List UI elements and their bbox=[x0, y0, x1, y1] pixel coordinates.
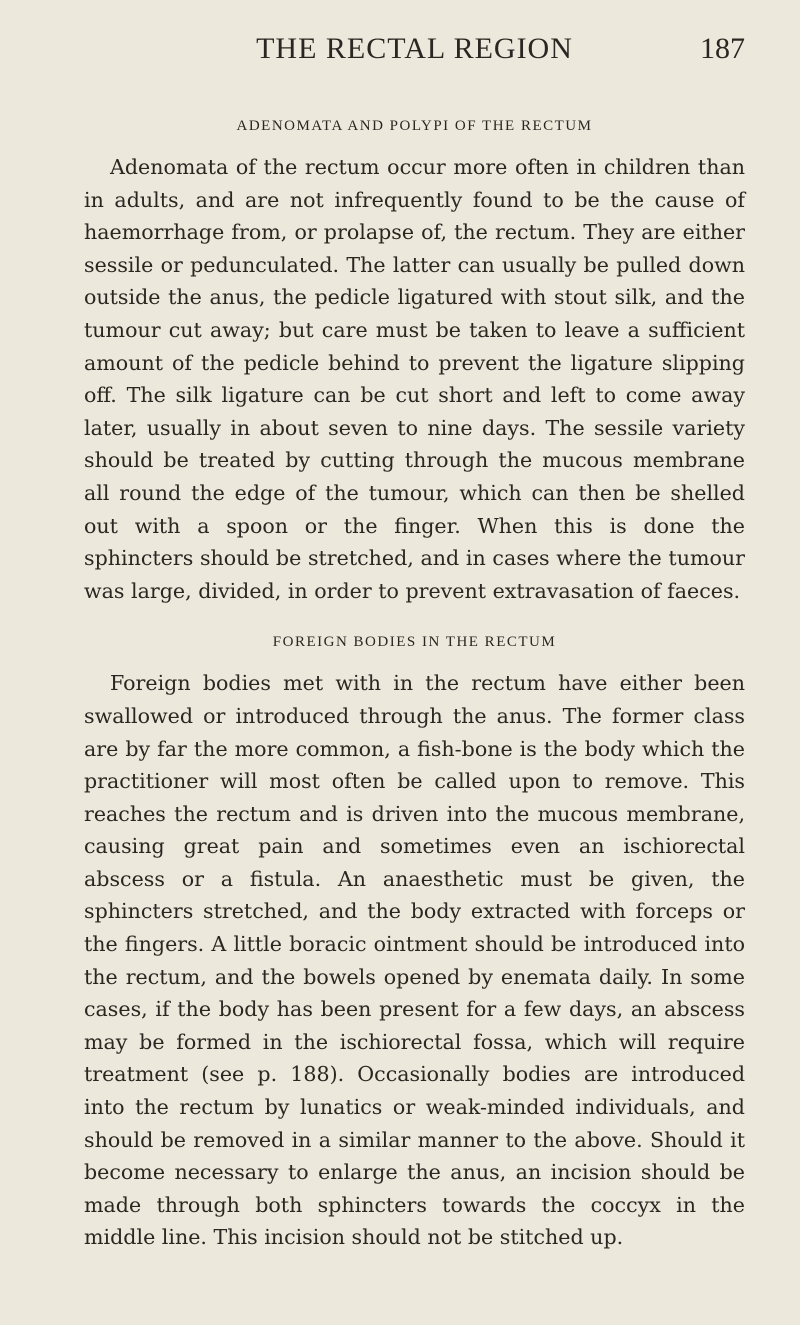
page-content bbox=[84, 115, 745, 1254]
page-number: 187 bbox=[700, 32, 745, 65]
section-heading-adenomata: ADENOMATA AND POLYPI OF THE RECTUM bbox=[236, 118, 593, 134]
running-head bbox=[84, 32, 745, 72]
section-heading-foreign-bodies: FOREIGN BODIES IN THE RECTUM bbox=[272, 634, 557, 651]
running-title: THE RECTAL REGION bbox=[256, 32, 573, 65]
paragraph-foreign-bodies: Foreign bodies met with in the rectum have either been swallowed or introduced through the anus. The former class are by far the more common, a fish-bone is the body which the practitioner will most often be called upon to remove. This reaches the rectum and is driven into the mucous membrane, causing great pain and sometimes even an ischiorectal abscess or a fistula. An anaesthetic must be given, the sphincters stretched, and the body extracted with forceps or the fingers. A little boracic ointment should be introduced into the rectum, and the bowels opened by enemata daily. In some cases, if the body has been present for a few days, an abscess may be formed in the ischiorectal fossa, which will require treatment (see p. 188). Occasionally bodies are introduced into the rectum by lunatics or weak-minded individuals, and should be removed in a similar manner to the above. Should it become necessary to enlarge the anus, an incision should be made through both sphincters towards the coccyx in the middle line. This incision should not be stitched up. bbox=[84, 671, 745, 1250]
paragraph-adenomata: Adenomata of the rectum occur more often in children than in adults, and are not infrequently found to be the cause of haemorrhage from, or prolapse of, the rectum. They are either sessile or pedunculated. The latter can usually be pulled down outside the anus, the pedicle ligatured with stout silk, and the tumour cut away; but care must be taken to leave a sufficient amount of the pedicle behind to prevent the ligature slipping off. The silk ligature can be cut short and left to come away later, usually in about seven to nine days. The sessile variety should be treated by cutting through the mucous membrane all round the edge of the tumour, which can then be shelled out with a spoon or the finger. When this is done the sphincters should be stretched, and in cases where the tumour was large, divided, in order to prevent extravasation of faeces. bbox=[84, 155, 745, 603]
